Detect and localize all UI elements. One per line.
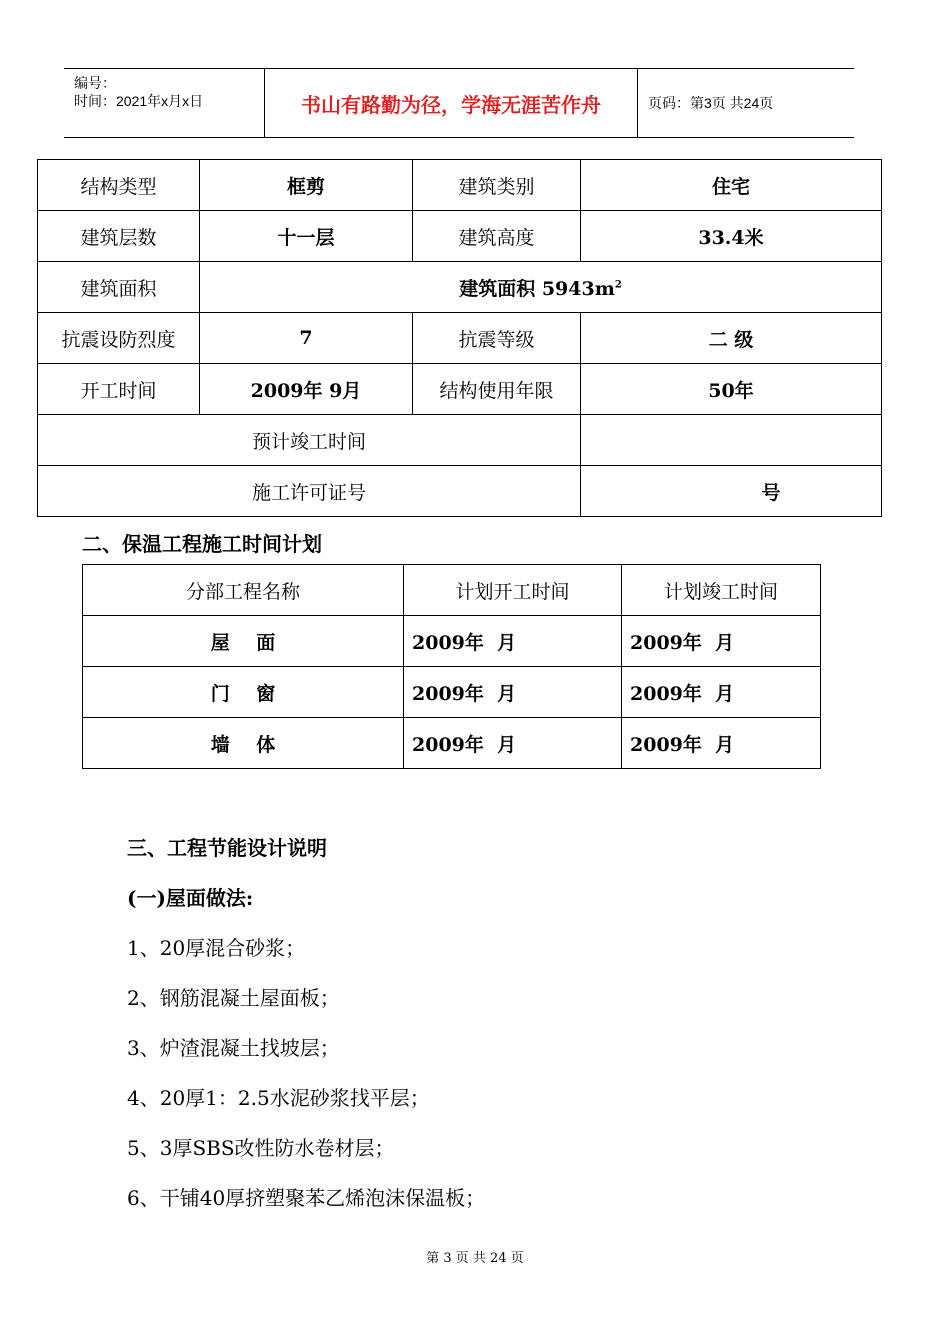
list-item: 1、20厚混合砂浆； <box>127 936 306 960</box>
table-cell: 50年 <box>581 364 882 415</box>
table-header: 计划竣工时间 <box>622 565 821 616</box>
list-item: 2、钢筋混凝土屋面板； <box>127 986 340 1010</box>
area-superscript: 2 <box>614 279 622 291</box>
table-row <box>38 262 882 313</box>
table-cell: 33.4米 <box>581 211 882 262</box>
table-cell: 2009年 月 <box>622 616 821 667</box>
table-cell: 2009年 月 <box>404 667 622 718</box>
table-cell: 屋 面 <box>83 616 404 667</box>
table-cell: 开工时间 <box>38 364 200 415</box>
table-cell: 十一层 <box>200 211 413 262</box>
table-row <box>83 718 821 769</box>
page-footer: 第 3 页 共 24 页 <box>426 1251 524 1266</box>
table-cell: 墙 体 <box>83 718 404 769</box>
table-cell: 建筑层数 <box>38 211 200 262</box>
table-cell <box>581 415 882 466</box>
table-row <box>38 313 882 364</box>
table-cell: 2009年 月 <box>404 616 622 667</box>
page-header <box>64 68 854 138</box>
table-cell: 7 <box>200 313 413 364</box>
area-value: 建筑面积 5943m <box>459 277 615 300</box>
section-2-title: 二、保温工程施工时间计划 <box>82 532 322 556</box>
table-cell: 二 级 <box>581 313 882 364</box>
table-cell: 结构类型 <box>38 160 200 211</box>
header-info-cell <box>64 69 265 137</box>
table-header-row <box>83 565 821 616</box>
table-header: 分部工程名称 <box>83 565 404 616</box>
table-row <box>83 667 821 718</box>
number-label: 编号： <box>74 75 116 91</box>
table-row <box>38 466 882 517</box>
table-cell: 结构使用年限 <box>413 364 581 415</box>
time-label: 时间：2021年x月x日 <box>74 93 204 109</box>
building-info-table <box>37 159 882 517</box>
table-cell: 抗震等级 <box>413 313 581 364</box>
table-cell: 2009年 9月 <box>200 364 413 415</box>
table-cell: 建筑类别 <box>413 160 581 211</box>
page-number-label: 页码：第3页 共24页 <box>648 95 774 111</box>
table-row <box>38 415 882 466</box>
motto: 书山有路勤为径，学海无涯苦作舟 <box>265 69 638 137</box>
table-cell: 框剪 <box>200 160 413 211</box>
table-cell: 门 窗 <box>83 667 404 718</box>
table-cell: 施工许可证号 <box>38 466 581 517</box>
list-item: 5、3厚SBS改性防水卷材层； <box>127 1136 395 1160</box>
table-row <box>38 211 882 262</box>
table-cell: 抗震设防烈度 <box>38 313 200 364</box>
table-row <box>38 364 882 415</box>
table-cell: 2009年 月 <box>622 718 821 769</box>
list-item: 3、炉渣混凝土找坡层； <box>127 1036 340 1060</box>
table-cell: 建筑面积 <box>38 262 200 313</box>
list-item: 4、20厚1：2.5水泥砂浆找平层； <box>127 1086 430 1110</box>
section-3-title: 三、工程节能设计说明 <box>127 836 327 860</box>
schedule-table <box>82 564 821 769</box>
list-item: 6、干铺40厚挤塑聚苯乙烯泡沫保温板； <box>127 1186 486 1210</box>
table-row <box>38 160 882 211</box>
table-cell <box>200 262 882 313</box>
table-cell: 2009年 月 <box>404 718 622 769</box>
table-row <box>83 616 821 667</box>
table-header: 计划开工时间 <box>404 565 622 616</box>
table-cell: 建筑高度 <box>413 211 581 262</box>
table-cell: 2009年 月 <box>622 667 821 718</box>
subsection-title: (一)屋面做法: <box>127 886 254 910</box>
table-cell: 号 <box>581 466 882 517</box>
table-cell: 住宅 <box>581 160 882 211</box>
table-cell: 预计竣工时间 <box>38 415 581 466</box>
